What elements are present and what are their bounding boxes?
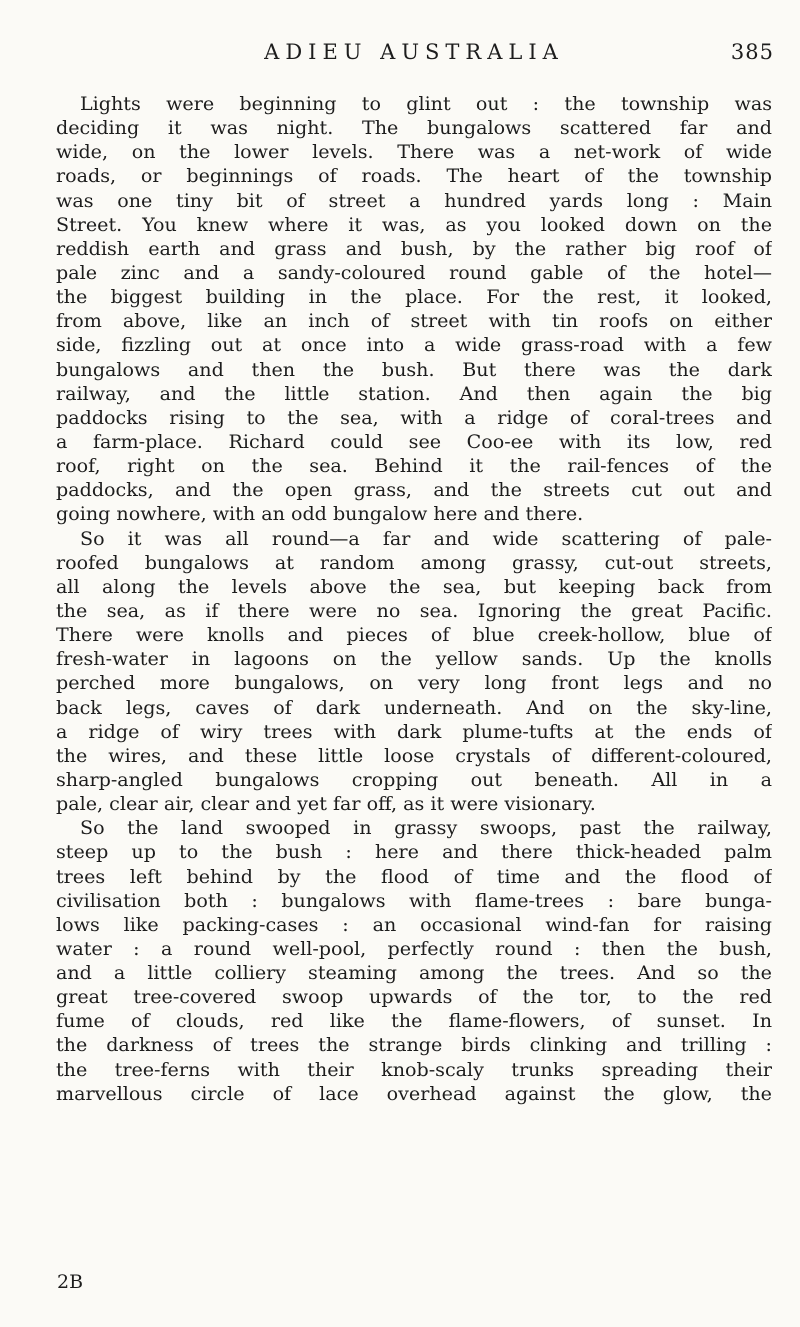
text-line: a ridge of wiry trees with dark plume-tufts at the ends of (56, 719, 772, 743)
text-line: So the land swooped in grassy swoops, past the railway, (80, 816, 772, 840)
text-line: bungalows and then the bush. But there was the dark (56, 357, 772, 381)
text-line: steep up to the bush : here and there thick-headed palm (56, 840, 772, 864)
text-line: great tree-covered swoop upwards of the tor, to the red (56, 985, 772, 1009)
text-line: trees left behind by the flood of time and the flood of (56, 864, 772, 888)
text-line: all along the levels above the sea, but keeping back from (56, 574, 772, 598)
text-line: the darkness of trees the strange birds clinking and trilling : (56, 1033, 772, 1057)
text-line: a farm-place. Richard could see Coo-ee with its low, red (56, 429, 772, 453)
text-line: lows like packing-cases : an occasional wind-fan for raising (56, 912, 772, 936)
text-line: the biggest building in the place. For the rest, it looked, (56, 285, 772, 309)
text-line: the wires, and these little loose crystals of different-coloured, (56, 743, 772, 767)
text-line: sharp-angled bungalows cropping out beneath. All in a (56, 767, 772, 791)
body-text (56, 92, 772, 1106)
text-line: roads, or beginnings of roads. The heart of the township (56, 164, 772, 188)
text-line: side, fizzling out at once into a wide grass-road with a few (56, 333, 772, 357)
text-line: going nowhere, with an odd bungalow here and there. (56, 502, 584, 526)
text-line: the tree-ferns with their knob-scaly trunks spreading their (56, 1057, 772, 1081)
text-line: the sea, as if there were no sea. Ignoring the great Pacific. (56, 598, 772, 622)
text-line: fume of clouds, red like the flame-flowers, of sunset. In (56, 1009, 772, 1033)
text-line: back legs, caves of dark underneath. And on the sky-line, (56, 695, 772, 719)
text-line: roof, right on the sea. Behind it the rail-fences of the (56, 454, 772, 478)
text-line: water : a round well-pool, perfectly round : then the bush, (56, 936, 772, 960)
page-number: 385 (730, 40, 774, 64)
text-line: from above, like an inch of street with tin roofs on either (56, 309, 772, 333)
text-line: reddish earth and grass and bush, by the rather big roof of (56, 236, 772, 260)
running-title: ADIEU AUSTRALIA (264, 40, 564, 64)
text-line: deciding it was night. The bungalows scattered far and (56, 116, 772, 140)
text-line: and a little colliery steaming among the trees. And so the (56, 961, 772, 985)
text-line: railway, and the little station. And then again the big (56, 381, 772, 405)
text-line: fresh-water in lagoons on the yellow sands. Up the knolls (56, 647, 772, 671)
text-line: roofed bungalows at random among grassy, cut-out streets, (56, 550, 772, 574)
text-line: So it was all round—a far and wide scattering of pale- (80, 526, 772, 550)
text-line: civilisation both : bungalows with flame-trees : bare bunga- (56, 888, 772, 912)
text-line: wide, on the lower levels. There was a net-work of wide (56, 140, 772, 164)
text-line: Lights were beginning to glint out : the township was (80, 92, 772, 115)
text-line: Street. You knew where it was, as you looked down on the (56, 212, 772, 236)
text-line: There were knolls and pieces of blue creek-hollow, blue of (56, 623, 772, 647)
text-line: pale zinc and a sandy-coloured round gable of the hotel— (56, 260, 772, 284)
text-line: paddocks rising to the sea, with a ridge of coral-trees and (56, 405, 772, 429)
text-line: paddocks, and the open grass, and the streets cut out and (56, 478, 772, 502)
text-line: perched more bungalows, on very long front legs and no (56, 671, 772, 695)
signature-mark: 2B (57, 1271, 84, 1293)
text-line: pale, clear air, clear and yet far off, as it were visionary. (56, 792, 596, 816)
text-line: was one tiny bit of street a hundred yards long : Main (56, 188, 772, 212)
running-head (54, 40, 774, 70)
text-line: marvellous circle of lace overhead against the glow, the (56, 1081, 772, 1105)
